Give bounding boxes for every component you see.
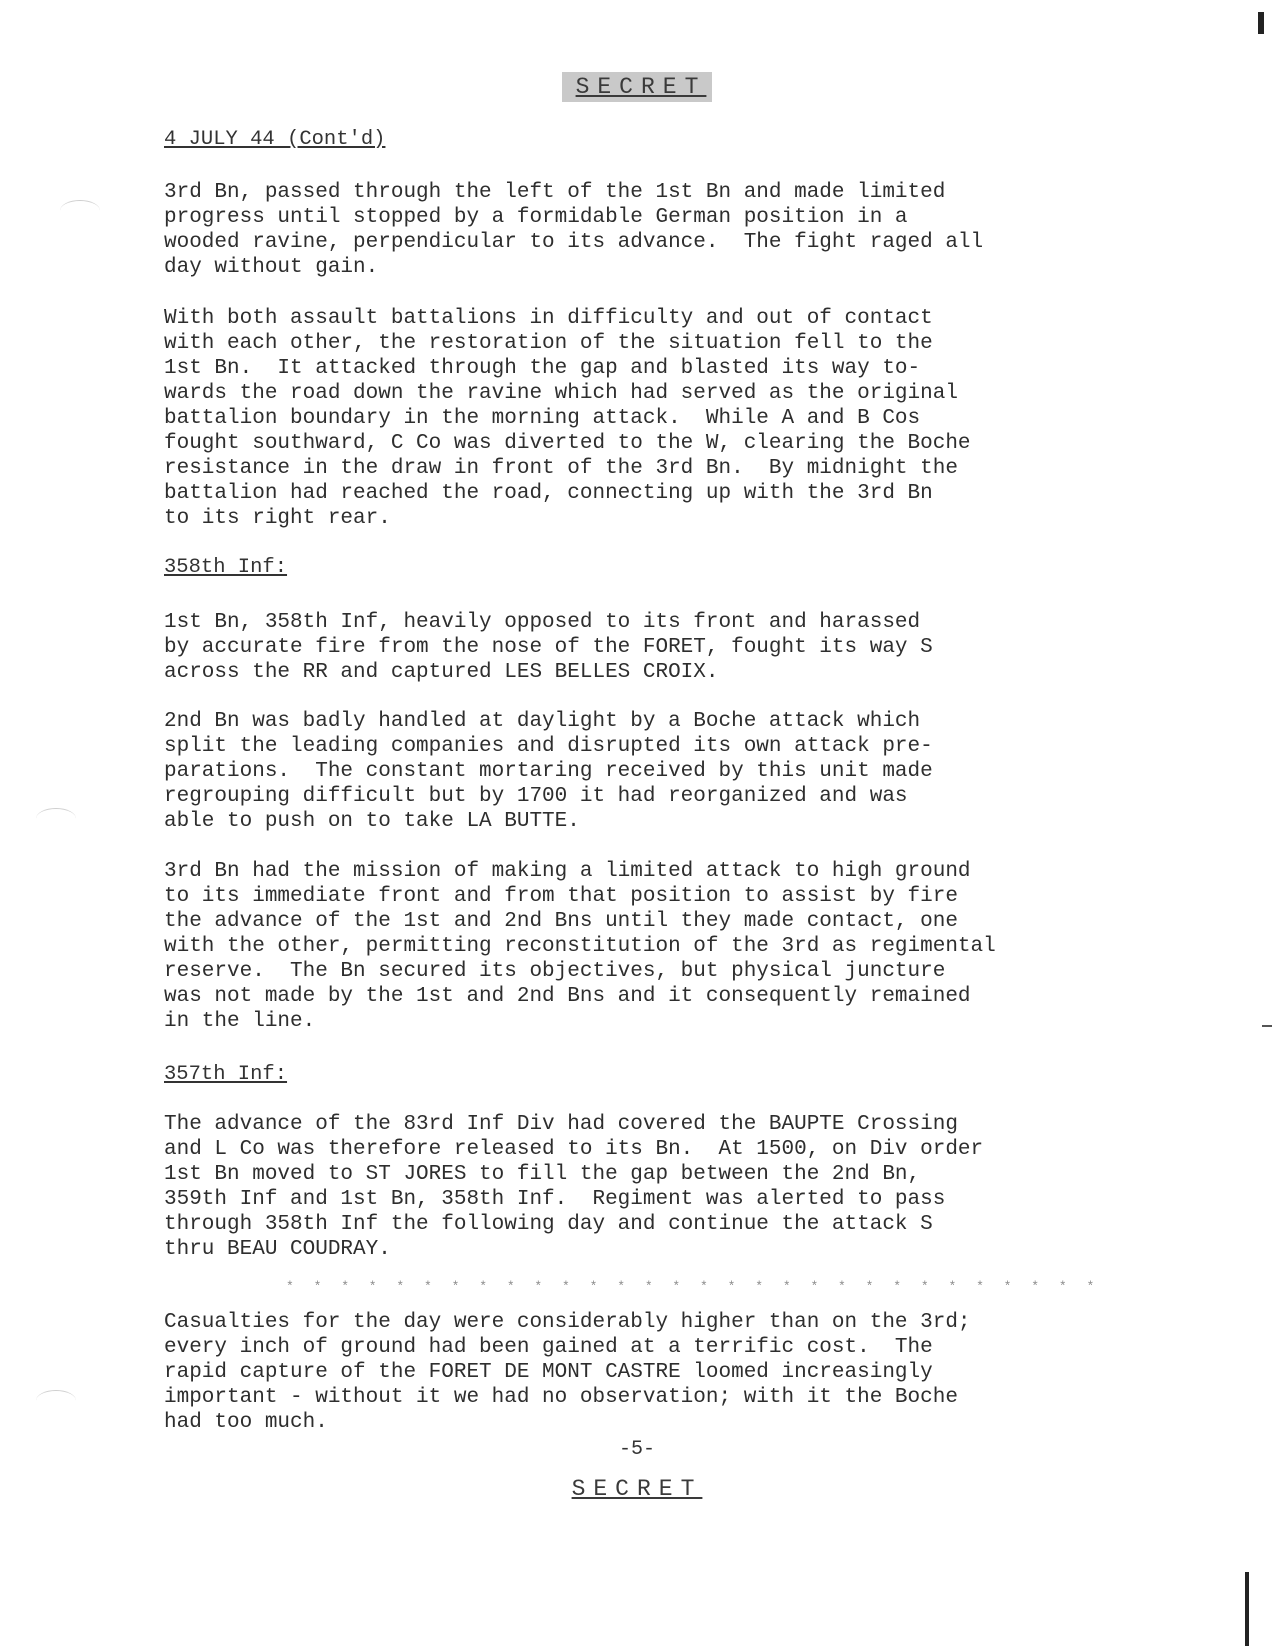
- punch-hole-mark-3: [36, 1390, 76, 1411]
- paragraph-3rd-bn: 3rd Bn, passed through the left of the 1st Bn and made limited progress until stopped by a formidable German position in a wooded ravine, perpendicular to its advance. The fight raged all day without gain.: [164, 181, 984, 279]
- paragraph-358-2nd-bn: 2nd Bn was badly handled at daylight by a Boche attack which split the leading companies and disrupted its own attack pre- parations. The constant mortaring received by this unit made regrouping difficult but by 1700 it had reorganized and was able to push on to take LA BUTTE.: [164, 710, 933, 833]
- scan-edge-mark-top: [1258, 12, 1264, 34]
- date-heading: 4 JULY 44 (Cont'd): [164, 128, 386, 151]
- classification-header: [0, 74, 1274, 100]
- star-separator: * * * * * * * * * * * * * * * * * * * * * * * * * * * * * *: [286, 1279, 1101, 1294]
- section-heading-357th: 357th Inf:: [164, 1063, 288, 1086]
- scan-edge-mark-bottom: [1245, 1572, 1249, 1646]
- paragraph-357: The advance of the 83rd Inf Div had covered the BAUPTE Crossing and L Co was therefore released to its Bn. At 1500, on Div order 1st Bn moved to ST JORES to fill the gap between the 2nd Bn, 359th Inf and 1st Bn, 358th Inf. Regiment was alerted to pass through 358th Inf the following day and continue the attack S thru BEAU COUDRAY.: [164, 1113, 984, 1261]
- punch-hole-mark-1: [60, 200, 100, 221]
- page-number: -5-: [618, 1438, 655, 1461]
- paragraph-358-1st-bn: 1st Bn, 358th Inf, heavily opposed to its front and harassed by accurate fire from the nose of the FORET, fought its way S across the RR and captured LES BELLES CROIX.: [164, 611, 933, 684]
- paragraph-casualties: Casualties for the day were considerably higher than on the 3rd; every inch of ground had been gained at a terrific cost. The rapid capture of the FORET DE MONT CASTRE loomed increasingly important - without it we had no observation; with it the Boche had too much.: [164, 1311, 971, 1434]
- classification-footer: SECRET: [571, 1476, 703, 1502]
- punch-hole-mark-2: [36, 808, 76, 829]
- section-heading-358th: 358th Inf:: [164, 556, 288, 579]
- classification-header-text: SECRET: [562, 72, 713, 102]
- scan-edge-tick: [1262, 1025, 1272, 1027]
- paragraph-restoration: With both assault battalions in difficulty and out of contact with each other, the restoration of the situation fell to the 1st Bn. It attacked through the gap and blasted its way to- wards the road down the ravine which had served as the original battalion boundary in the morning attack. While A and B Cos fought southward, C Co was diverted to the W, clearing the Boche resistance in the draw in front of the 3rd Bn. By midnight the battalion had reached the road, connecting up with the 3rd Bn to its right rear.: [164, 307, 971, 530]
- paragraph-358-3rd-bn: 3rd Bn had the mission of making a limited attack to high ground to its immediate front and from that position to assist by fire the advance of the 1st and 2nd Bns until they made contact, one with the other, permitting reconstitution of the 3rd as regimental reserve. The Bn secured its objectives, but physical juncture was not made by the 1st and 2nd Bns and it consequently remained in the line.: [164, 860, 996, 1033]
